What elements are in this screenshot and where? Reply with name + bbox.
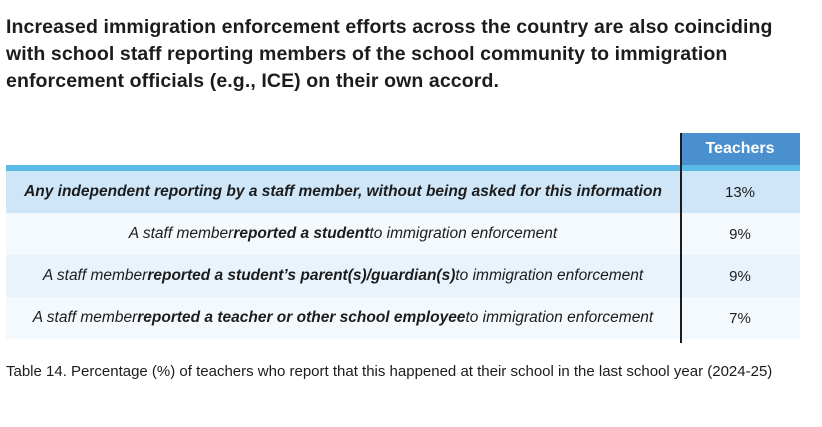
row-label-bold: Any independent reporting by a staff member, without being asked for this information — [24, 183, 662, 200]
row-label — [6, 255, 680, 297]
table-caption: Table 14. Percentage (%) of teachers who report that this happened at their school in the last school year (2024-25) — [6, 363, 773, 380]
data-table — [6, 133, 800, 327]
row-label-pre: A staff member — [128, 225, 234, 242]
row-label-bold: reported a teacher or other school employee — [137, 309, 466, 326]
row-label-post: to immigration enforcement — [465, 309, 654, 326]
row-label-bold: reported a student — [233, 225, 370, 242]
row-label-bold: reported a student’s parent(s)/guardian(s) — [147, 267, 456, 284]
row-value: 13% — [724, 183, 756, 201]
page-title: Increased immigration enforcement efforts across the country are also coinciding with school staff reporting members of the school community to immigration enforcement officials (e.g., ICE) on their own accord. — [6, 16, 773, 92]
row-label — [6, 171, 680, 213]
column-header-teachers: Teachers — [680, 133, 800, 165]
row-value: 9% — [729, 225, 751, 243]
row-label — [6, 213, 680, 255]
row-value: 9% — [729, 267, 751, 285]
row-value: 7% — [729, 309, 751, 327]
row-label-pre: A staff member — [32, 309, 138, 326]
row-label-post: to immigration enforcement — [455, 267, 644, 284]
row-label-pre: A staff member — [42, 267, 148, 284]
row-label-post: to immigration enforcement — [369, 225, 558, 242]
row-label — [6, 297, 680, 339]
column-divider — [680, 133, 682, 343]
